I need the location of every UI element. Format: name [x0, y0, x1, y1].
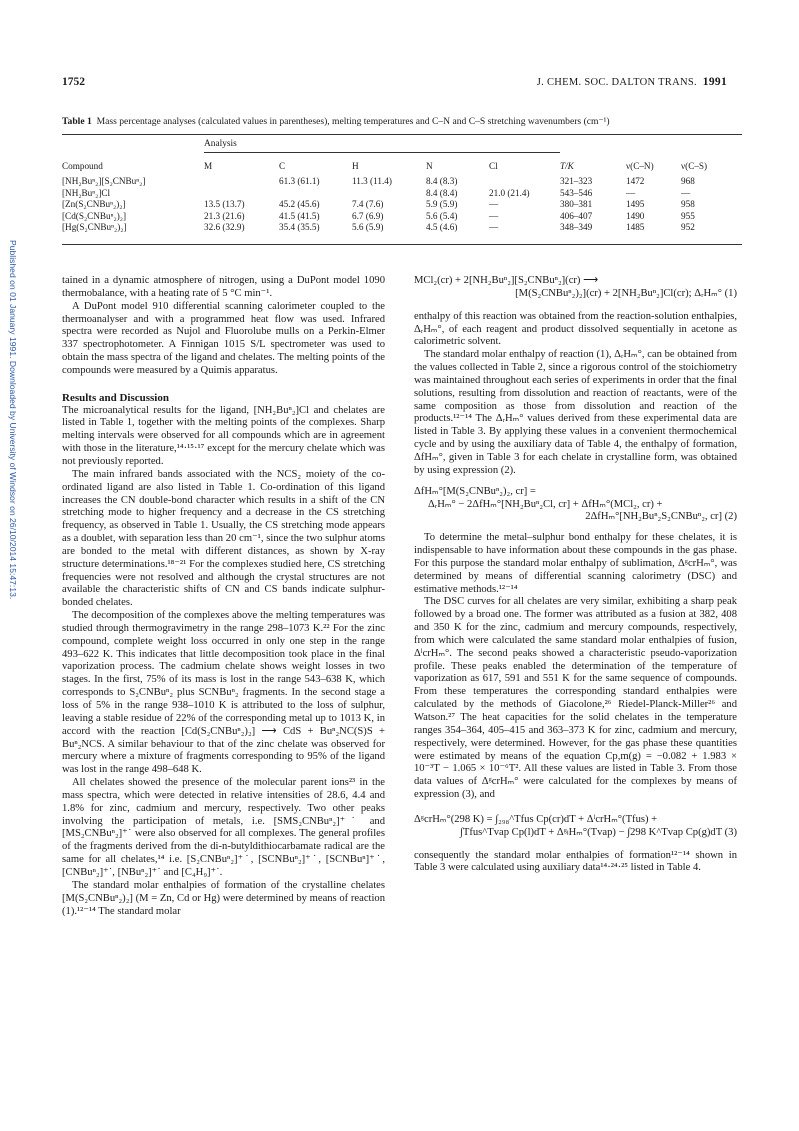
- equation-3-line-1: ΔᵍcrHₘ°(298 K) = ∫₂₉₈^Tfus Cp(cr)dT + ΔˡcrHₘ°(Tfus) +: [414, 813, 658, 825]
- table-cell: 952: [681, 222, 695, 232]
- table-cell: 61.3 (61.1): [279, 176, 320, 186]
- table-top-rule: [62, 134, 742, 135]
- table-row: [62, 222, 731, 234]
- equation-2-line-1: ΔfHₘ°[M(S₂CNBuⁿ₂)₂, cr] =: [414, 485, 536, 497]
- table-row: [62, 211, 731, 223]
- paragraph-dupont: A DuPont model 910 differential scanning calorimeter coupled to the thermoanalyser and with a programmed heat flow was used. Infrared spectra were recorded as Nujol and Fluorolube mulls on a Perkin-Elmer 337 spectrophotometer. A Finnigan 1015 S/L spectrometer was used to obtain the mass spectra of the ligand and chelates. The melting points of the compounds were measured by a Quimis apparatus.: [62, 300, 385, 376]
- table-cell: [NH₂Buⁿ₂][S₂CNBuⁿ₂]: [62, 176, 146, 186]
- table-cell: 406–407: [560, 210, 593, 221]
- journal-name: J. CHEM. SOC. DALTON TRANS.: [536, 77, 697, 88]
- table-cell: 35.4 (35.5): [279, 222, 320, 232]
- table-cell: 8.4 (8.3): [426, 176, 458, 186]
- journal-year: 1991: [702, 76, 727, 88]
- download-stamp-text: Published on 01 January 1991. Downloaded by University of Windsor on 26/10/2014 15:47:13.: [8, 240, 18, 600]
- table-cell: [204, 176, 279, 188]
- equation-3-line-2: ∫Tfus^Tvap Cp(l)dT + ΔᵍₗHₘ°(Tvap) − ∫298 K^Tvap Cp(g)dT (3): [459, 826, 737, 838]
- table-cell: 4.5 (4.6): [426, 222, 458, 232]
- equation-1-line-1: MCl₂(cr) + 2[NH₂Buⁿ₂][S₂CNBuⁿ₂](cr) ⟶: [414, 275, 599, 286]
- table-cell: 380–381: [560, 199, 593, 209]
- table-cell: 958: [681, 199, 695, 209]
- header-t: T/K: [560, 161, 574, 171]
- page-number: 1752: [62, 76, 85, 88]
- table-bottom-rule: [62, 244, 742, 245]
- table-cell: [279, 188, 352, 200]
- paragraph-dsc: The DSC curves for all chelates are very similar, exhibiting a sharp peak followed by a broad one. The former was attributed as a fusion at 382, 408 and 350 K for the zinc, cadmium and mercury compounds, respectively, from which were calculated the same standard molar enthalpies of fusion, ΔˡcrHₘ°. The second peaks showed a characteristic pseudo-vaporization profile. These peaks enabled the determination of the temperature of vaporization as 617, 591 and 551 K for the same sequence of compounds. From these temperatures the corresponding standard enthalpies were calculated by the methods of Giacolone,²⁶ Riedel-Planck-Miller²⁶ and Watson.²⁷ The heat capacities for the solid chelates in the temperature ranges 354–364, 405–415 and 363–373 K for zinc, cadmium and mercury, respectively, were determined. However, for the gas phase these quantities were estimated by means of the equation Cp,m(g) = −0.082 + 1.983 × 10⁻³T − 1.065 × 10⁻⁶T². All these values are listed in Table 3. From those data values of ΔᵍcrHₘ° were calculated for the complexes by means of expression (3), and: [414, 596, 737, 801]
- paragraph-mass-spectra: All chelates showed the presence of the molecular parent ions²³ in the mass spectra, which were detected in relative intensities of 28.6, 4.4 and 1.8% for zinc, cadmium and mercury, respectively. Two other peaks involving the participation of metals, i.e. [SMS₂CNBuⁿ₂]⁺˙ and [MS₂CNBuⁿ₂]⁺˙ were also observed for all complexes. The general profiles of the fragments derived from the di-n-butyldithiocarbamate radical are the same for all chelates,¹⁴ i.e. [S₂CNBuⁿ₂]⁺˙, [SCNBuⁿ₂]⁺˙, [SCNBuⁿ]⁺˙, [CNBuⁿ₂]⁺˙, [NBuⁿ₂]⁺˙ and [C₄H₉]⁺˙.: [62, 777, 385, 878]
- data-table: [62, 161, 731, 234]
- header-cl: Cl: [489, 161, 498, 171]
- right-column: [414, 275, 737, 875]
- download-stamp: [4, 240, 18, 940]
- table-cell: 1490: [626, 210, 645, 221]
- paragraph-intro: tained in a dynamic atmosphere of nitrogen, using a DuPont model 1090 thermobalance, with a heating rate of 5 °C min⁻¹.: [62, 275, 385, 299]
- table-cell: [Hg(S₂CNBuⁿ₂)₂]: [62, 222, 127, 232]
- section-heading: Results and Discussion: [62, 391, 169, 404]
- table-cell: 8.4 (8.4): [426, 187, 458, 198]
- table-cell: —: [626, 187, 636, 198]
- table-cell: 1472: [626, 176, 645, 186]
- table-cell: 5.6 (5.9): [352, 222, 384, 232]
- header-vcn: ν(C–N): [626, 161, 654, 171]
- table-caption: [62, 116, 742, 127]
- paragraph-standard-molar: The standard molar enthalpy of reaction (1), ΔᵣHₘ°, can be obtained from the values collected in Table 2, since a rigorous control of the stoichiometry was maintained throughout each series of experiments in order that the final solutions, resulting from dissolution and reaction of reactants, were of the same composition as those from dissolution and reaction of the products.¹²⁻¹⁴ The ΔᵣHₘ° values derived from these experimental data are listed in Table 3. By applying these values in a convenient thermochemical cycle and by using the auxiliary data of Table 4, the enthalpy of formation, ΔfHₘ°, given in Table 3 for each chelate in crystalline form, was obtained by using expression (2).: [414, 349, 737, 476]
- table-cell: 968: [681, 176, 695, 186]
- table-cell: 13.5 (13.7): [204, 199, 245, 209]
- table-cell: 45.2 (45.6): [279, 199, 320, 209]
- table-cell: 348–349: [560, 222, 593, 232]
- table-cell: —: [489, 222, 499, 232]
- header-compound: Compound: [62, 161, 103, 171]
- table-cell: —: [681, 187, 691, 198]
- running-header: [537, 76, 727, 88]
- header-c: C: [279, 161, 286, 171]
- table-cell: 41.5 (41.5): [279, 210, 320, 221]
- table-row: [62, 199, 731, 211]
- table-cell: 1485: [626, 222, 645, 232]
- table-cell: —: [489, 199, 499, 209]
- table-cell: 21.0 (21.4): [489, 187, 530, 198]
- paragraph-decomposition: The decomposition of the complexes above the melting temperatures was studied through thermogravimetry in the range 298–1073 K.²² For the zinc compound, complete weight loss occurred in only one step in the range 493–622 K. This indicates that little decomposition took place in the final vaporization process. The cadmium chelate shows weight losses in two stages. In the first, 75% of its mass is lost in the range 543–638 K, which corresponds to S₂CNBuⁿ₂ plus SCNBuⁿ₂ fragments. In the second stage a loss of 5% in the range 938–1010 K is attributed to the loss of sulphur, leaving a stable residue of 22% of the corresponding metal up to 1013 K, in accord with the reaction [Cd(S₂CNBuⁿ₂)₂] ⟶ CdS + Buⁿ₂NC(S)S + Buⁿ₂NCS. A similar behaviour to that of the zinc chelate was observed for mercury where a mixture of fragments corresponding to 95% of the ligand was lost in the range 498–648 K.: [62, 610, 385, 776]
- table-cell: 7.4 (7.6): [352, 199, 384, 209]
- table-cell: [489, 176, 560, 188]
- header-n: N: [426, 161, 433, 171]
- table-cell: [Cd(S₂CNBuⁿ₂)₂]: [62, 210, 127, 221]
- table-row: [62, 176, 731, 188]
- table-cell: 5.6 (5.4): [426, 210, 458, 221]
- paragraph-microanalysis: The microanalytical results for the ligand, [NH₂Buⁿ₂]Cl and chelates are listed in Table 1, together with the melting points of the complexes. Sharp melting intervals were observed for all compounds which are in agreement with those in the literature,¹⁴·¹⁵·¹⁷ except for the mercury chelate which was not previously reported.: [62, 404, 385, 467]
- table-cell: 32.6 (32.9): [204, 222, 245, 232]
- paragraph-standard-enthalpy: The standard molar enthalpies of formation of the crystalline chelates [M(S₂CNBuⁿ₂)₂] (M = Zn, Cd or Hg) were determined by means of reaction (1).¹²⁻¹⁴ The standard molar: [62, 879, 385, 917]
- table-header-row: [62, 161, 731, 176]
- analysis-rule: [204, 152, 560, 153]
- table-label: Table 1: [62, 116, 92, 127]
- table-cell: 1495: [626, 199, 645, 209]
- table-caption-text: Mass percentage analyses (calculated values in parentheses), melting temperatures and C–N and C–S stretching wavenumbers (cm⁻¹): [96, 116, 610, 127]
- table-cell: [Zn(S₂CNBuⁿ₂)₂]: [62, 199, 126, 209]
- paragraph-metal-sulphur: To determine the metal–sulphur bond enthalpy for these chelates, it is indispensable to have information about these compounds in the gas phase. For this purpose the standard molar enthalpy of sublimation, ΔᵍcrHₘ°, was determined by means of differential scanning calorimetry (DSC) and estimative methods.¹²⁻¹⁴: [414, 532, 737, 595]
- table-cell: [NH₂Buⁿ₂]Cl: [62, 187, 111, 198]
- paragraph-infrared: The main infrared bands associated with the NCS₂ moiety of the co-ordinated ligand are also listed in Table 1. Co-ordination of this ligand increases the CN double-bond character which results in a shift of the CN stretching mode to higher frequency and a decrease in the CS stretching frequency, as observed in Table 1. Usually, the CS stretching mode appears as a doublet, with separation less than 20 cm⁻¹, since the two sulphur atoms are bonded to the metal with different distances, as shown by X-ray structure determinations.¹⁸⁻²¹ For the complexes studied here, CS stretching frequencies were not resolved and although the crystal structures are not available the characteristic shifts of CN and CS bands indicate sulphur-bonded chelates.: [62, 468, 385, 609]
- table-cell: 321–323: [560, 176, 593, 186]
- table-cell: 21.3 (21.6): [204, 210, 245, 221]
- table-cell: [352, 188, 426, 200]
- header-m: M: [204, 161, 213, 171]
- table-cell: 6.7 (6.9): [352, 210, 384, 221]
- analysis-group-header: Analysis: [204, 139, 237, 149]
- header-vcs: ν(C–S): [681, 161, 708, 171]
- table-cell: 11.3 (11.4): [352, 176, 392, 186]
- equation-2-line-2: ΔᵣHₘ° − 2ΔfHₘ°[NH₂Buⁿ₂Cl, cr] + ΔfHₘ°(MCl₂, cr) +: [428, 498, 663, 510]
- table-cell: —: [489, 210, 499, 221]
- header-h: H: [352, 161, 359, 171]
- equation-1-line-2: [M(S₂CNBuⁿ₂)₂](cr) + 2[NH₂Buⁿ₂]Cl(cr); ΔᵣHₘ° (1): [515, 287, 737, 299]
- equation-2-line-3: 2ΔfHₘ°[NH₂Buⁿ₂S₂CNBuⁿ₂, cr] (2): [585, 511, 737, 523]
- paragraph-enthalpy: enthalpy of this reaction was obtained from the reaction-solution enthalpies, ΔᵣHₘ°, of each reagent and product dissolved sequentially in acetone as calorimetric solvent.: [414, 310, 737, 348]
- table-row: [62, 188, 731, 200]
- paragraph-consequently: consequently the standard molar enthalpies of formation¹²⁻¹⁴ shown in Table 3 were calculated using auxiliary data¹⁴·²⁴·²⁵ listed in Table 4.: [414, 849, 737, 874]
- table-cell: 955: [681, 210, 695, 221]
- table-cell: 543–546: [560, 187, 593, 198]
- table-cell: [204, 188, 279, 200]
- table-cell: 5.9 (5.9): [426, 199, 458, 209]
- left-column: [62, 275, 385, 918]
